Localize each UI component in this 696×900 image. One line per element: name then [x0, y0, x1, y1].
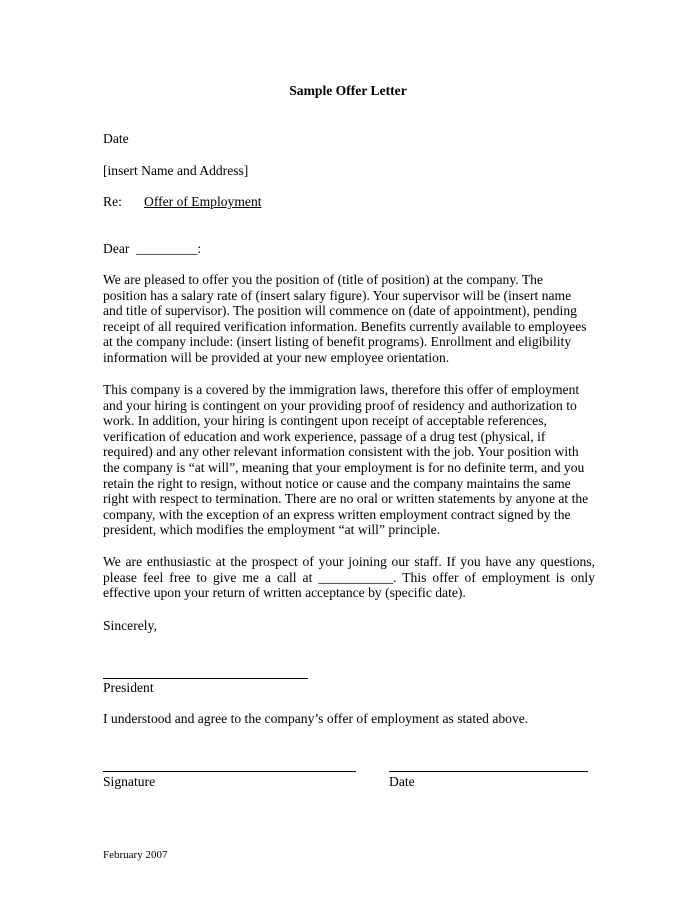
- paragraph-line: retain the right to resign, without notice or cause and the company maintains the same: [103, 475, 571, 491]
- closing: Sincerely,: [103, 618, 157, 633]
- signature-date-label: Date: [389, 774, 415, 789]
- signature-label: Signature: [103, 774, 156, 789]
- document-title: Sample Offer Letter: [289, 83, 407, 98]
- paragraph-line: at the company include: (insert listing of benefit programs). Enrollment and eligibility: [103, 334, 572, 350]
- paragraph-line: information will be provided at your new employee orientation.: [103, 349, 450, 365]
- date-line: Date: [103, 131, 129, 146]
- paragraph-line: company, with the exception of an express written employment contract signed by the: [103, 506, 571, 522]
- paragraph-line: We are pleased to offer you the position of (title of position) at the company. The: [103, 272, 543, 287]
- employee-signature-line: [103, 771, 356, 772]
- paragraph-line: work. In addition, your hiring is contingent upon receipt of acceptable references,: [103, 413, 547, 429]
- paragraph-offer: [103, 272, 595, 366]
- footer-date: February 2007: [103, 849, 168, 861]
- paragraph-line: please feel free to give me a call at ___________. This offer of employment is only: [103, 569, 595, 585]
- paragraph-line: president, which modifies the employment “at will” principle.: [103, 522, 441, 538]
- paragraph-line: receipt of all required verification information. Benefits currently available to employees: [103, 318, 587, 334]
- re-subject: Offer of Employment: [144, 194, 262, 209]
- paragraph-line: verification of education and work experience, passage of a drug test (physical, if: [103, 428, 546, 444]
- paragraph-enthusiasm: [103, 554, 595, 601]
- paragraph-line: and title of supervisor). The position will commence on (date of appointment), pending: [103, 303, 577, 319]
- acceptance-statement: I understood and agree to the company’s offer of employment as stated above.: [103, 711, 529, 726]
- address-placeholder: [insert Name and Address]: [103, 163, 249, 178]
- re-label: Re:: [103, 194, 122, 209]
- paragraph-line: position has a salary rate of (insert salary figure). Your supervisor will be (insert name: [103, 287, 572, 303]
- president-signature-line: [103, 678, 308, 679]
- paragraph-line: and your hiring is contingent on your providing proof of residency and authorization to: [103, 397, 577, 413]
- paragraph-line: right with respect to termination. There are no oral or written statements by anyone at the: [103, 491, 589, 507]
- paragraph-line: This company is a covered by the immigration laws, therefore this offer of employment: [103, 382, 580, 397]
- paragraph-line: the company is “at will”, meaning that your employment is for no definite term, and you: [103, 459, 585, 475]
- president-label: President: [103, 680, 154, 695]
- salutation: Dear _________:: [103, 241, 202, 256]
- re-line: [103, 194, 262, 210]
- paragraph-immigration: [103, 382, 595, 538]
- paragraph-line: required) and any other relevant information consistent with the job. Your position with: [103, 444, 579, 460]
- paragraph-line: effective upon your return of written acceptance by (specific date).: [103, 585, 466, 601]
- employee-date-line: [389, 771, 588, 772]
- paragraph-line: We are enthusiastic at the prospect of your joining our staff. If you have any questions,: [103, 554, 595, 569]
